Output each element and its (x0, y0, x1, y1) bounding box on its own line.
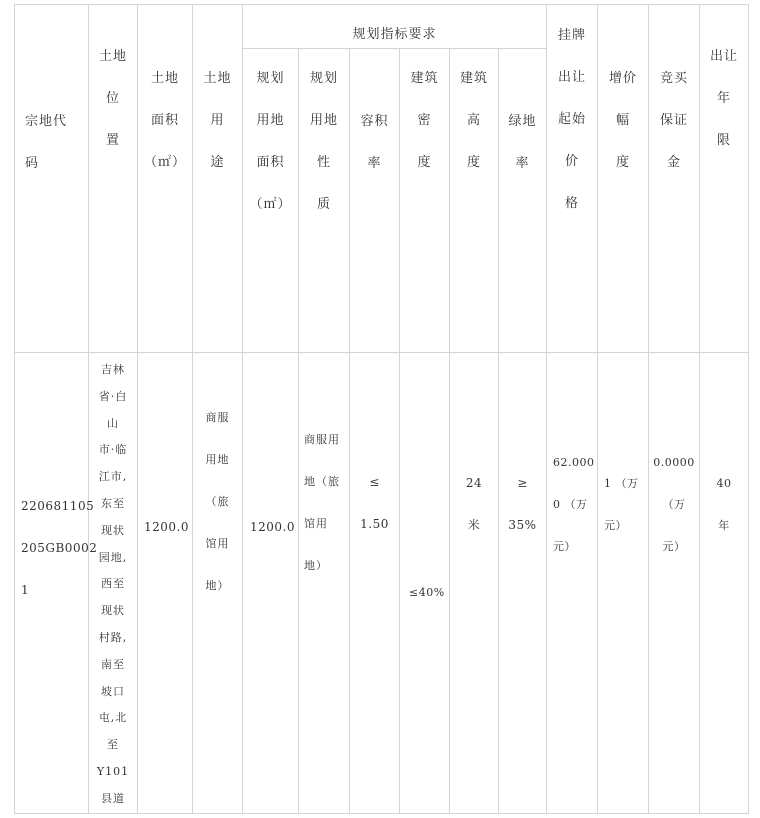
header-green-ratio: 绿地 率 (508, 114, 537, 171)
data-cell-term (699, 352, 749, 814)
cell-term: 40 年 (716, 477, 732, 532)
header-parcel-code: 宗地代 码 (25, 114, 68, 171)
data-cell-planned-area (242, 352, 299, 814)
header-cell-increment (597, 4, 649, 353)
header-planned-area: 规划 用地 面积 （㎡） (249, 71, 292, 212)
cell-parcel-code: 220681105 205GB0002 1 (21, 499, 98, 597)
header-cell-parcel-code (14, 4, 89, 353)
data-cell-increment (597, 352, 649, 814)
header-start-price: 挂牌 出让 起始 价 格 (557, 28, 586, 211)
header-deposit: 竞买 保证 金 (659, 71, 688, 170)
data-cell-planned-use (298, 352, 350, 814)
cell-location: 吉林 省·白 山 市·临 江市, 东至 现状 园地, 西至 现状 村路, 南至 坡口 屯,北 至 Y101 县道 (96, 363, 130, 805)
cell-building-height: 24 米 (465, 476, 483, 532)
header-location: 土地 位 置 (98, 49, 127, 148)
header-increment: 增价 幅 度 (608, 71, 637, 170)
header-cell-plot-ratio (349, 48, 400, 353)
cell-building-density: ≤40% (409, 586, 445, 599)
header-cell-green-ratio (498, 48, 547, 353)
header-cell-deposit (648, 4, 700, 353)
header-land-area: 土地 面积 （㎡） (143, 71, 186, 170)
cell-start-price: 62.000 0 （万 元） (553, 456, 595, 553)
cell-land-area: 1200.0 (144, 520, 189, 534)
header-term: 出让 年 限 (709, 49, 738, 148)
header-cell-land-use (192, 4, 243, 353)
cell-increment: 1 （万 元） (604, 477, 639, 532)
cell-green-ratio: ≥ 35% (508, 476, 537, 532)
header-planning-group: 规划指标要求 (352, 27, 437, 42)
data-cell-green-ratio (498, 352, 547, 814)
header-plot-ratio: 容积 率 (360, 114, 389, 171)
data-cell-plot-ratio (349, 352, 400, 814)
cell-land-use: 商服 用地 （旅 馆用 地） (205, 411, 230, 592)
data-cell-land-area (137, 352, 193, 814)
header-building-density: 建筑 密 度 (410, 71, 439, 170)
cell-deposit: 0.0000 （万 元） (653, 456, 695, 553)
header-cell-land-area (137, 4, 193, 353)
cell-plot-ratio: ≤ 1.50 (360, 475, 389, 531)
cell-planned-use: 商服用 地（旅 馆用 地） (304, 433, 340, 572)
data-cell-deposit (648, 352, 700, 814)
cell-planned-area: 1200.0 (250, 520, 295, 534)
header-building-height: 建筑 高 度 (459, 71, 488, 170)
header-planned-use: 规划 用地 性 质 (309, 71, 338, 212)
data-cell-start-price (546, 352, 598, 814)
header-land-use: 土地 用 途 (203, 71, 232, 170)
data-cell-building-height (449, 352, 499, 814)
